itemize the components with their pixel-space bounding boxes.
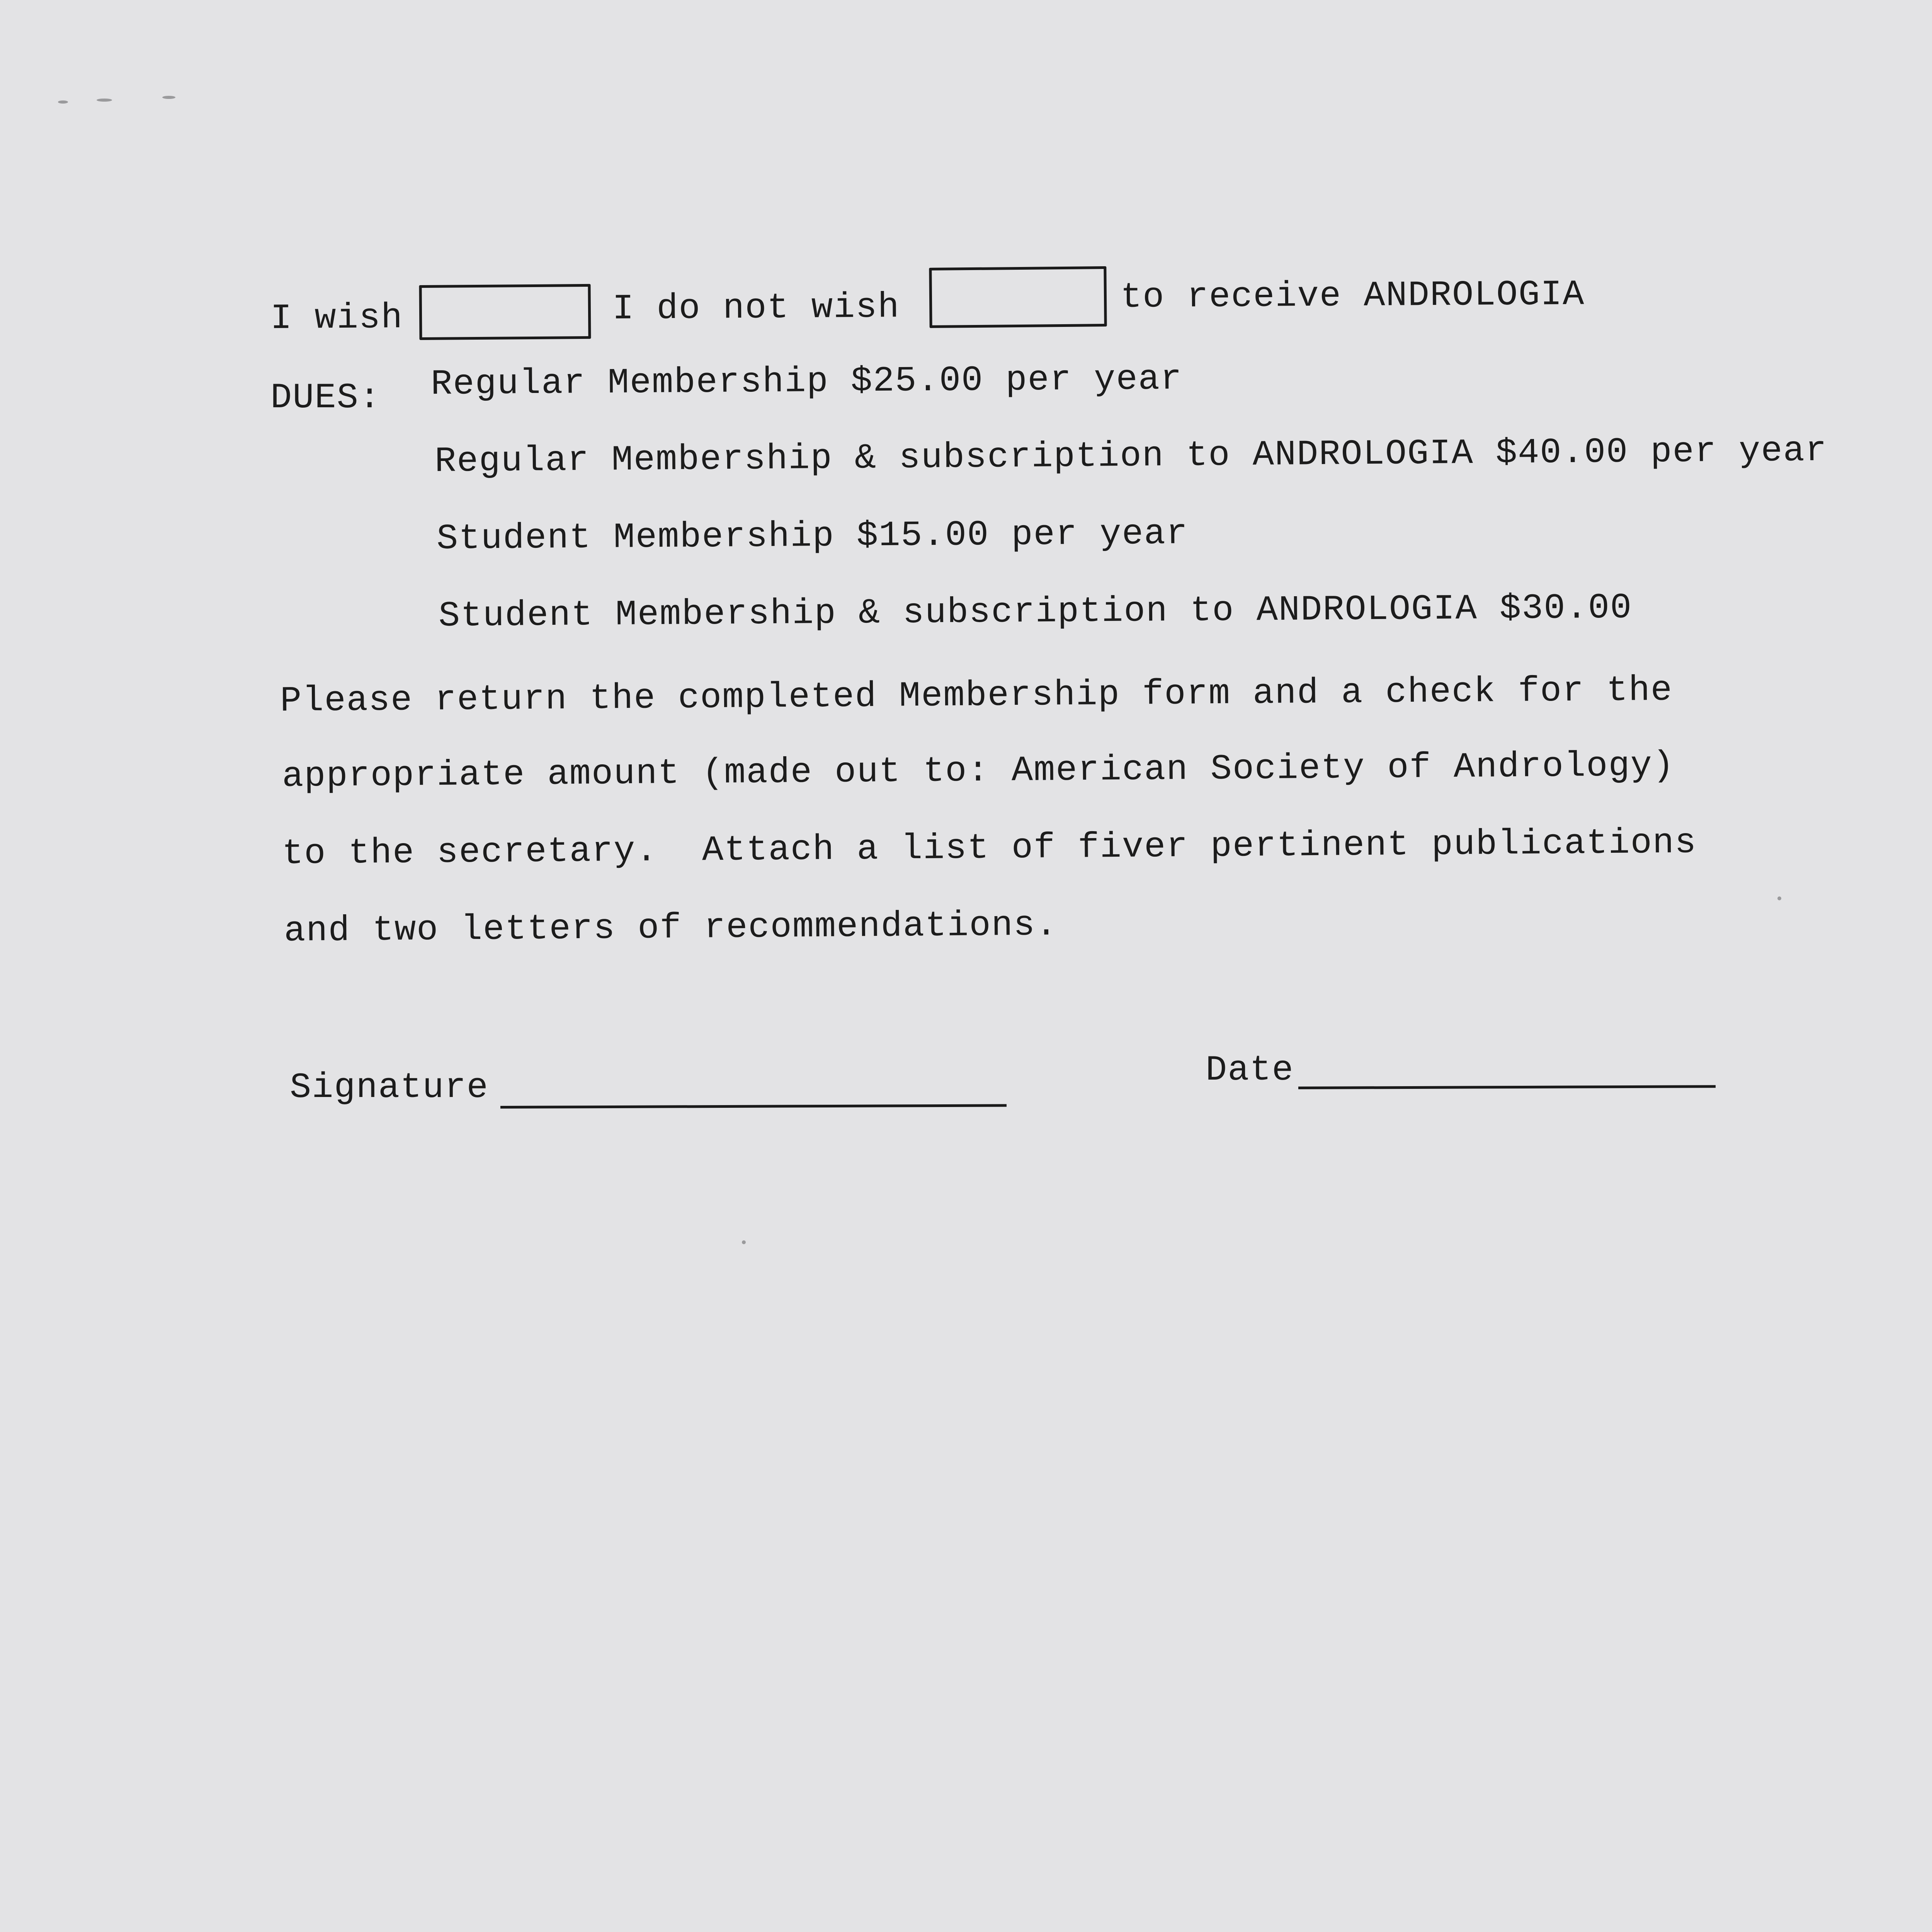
instruction-line: and two letters of recommendations. — [284, 905, 1058, 951]
instruction-line: appropriate amount (made out to: American Society of Andrology) — [282, 745, 1675, 797]
scan-speck — [162, 96, 175, 99]
not-wish-checkbox[interactable] — [929, 266, 1107, 328]
instruction-line: to the secretary. Attach a list of fiver pertinent publications — [282, 822, 1697, 874]
dues-item: Regular Membership & subscription to ANDROLOGIA $40.00 per year — [434, 430, 1828, 482]
dues-item: Student Membership $15.00 per year — [436, 513, 1189, 559]
wish-label: I wish — [270, 297, 403, 339]
instruction-line: Please return the completed Membership form and a check for the — [280, 670, 1673, 721]
scan-speck — [1777, 896, 1781, 900]
signature-label: Signature — [290, 1067, 489, 1108]
scan-speck — [742, 1240, 746, 1244]
scan-speck — [97, 99, 112, 102]
dues-item: Regular Membership $25.00 per year — [430, 359, 1183, 405]
dues-label: DUES: — [270, 378, 381, 418]
dues-item: Student Membership & subscription to ANDROLOGIA $30.00 — [438, 587, 1633, 636]
not-wish-label: I do not wish — [612, 287, 900, 329]
date-label: Date — [1206, 1050, 1294, 1090]
receive-andrologia-text: to receive ANDROLOGIA — [1120, 274, 1585, 318]
scan-speck — [58, 100, 68, 104]
wish-checkbox[interactable] — [419, 284, 591, 340]
